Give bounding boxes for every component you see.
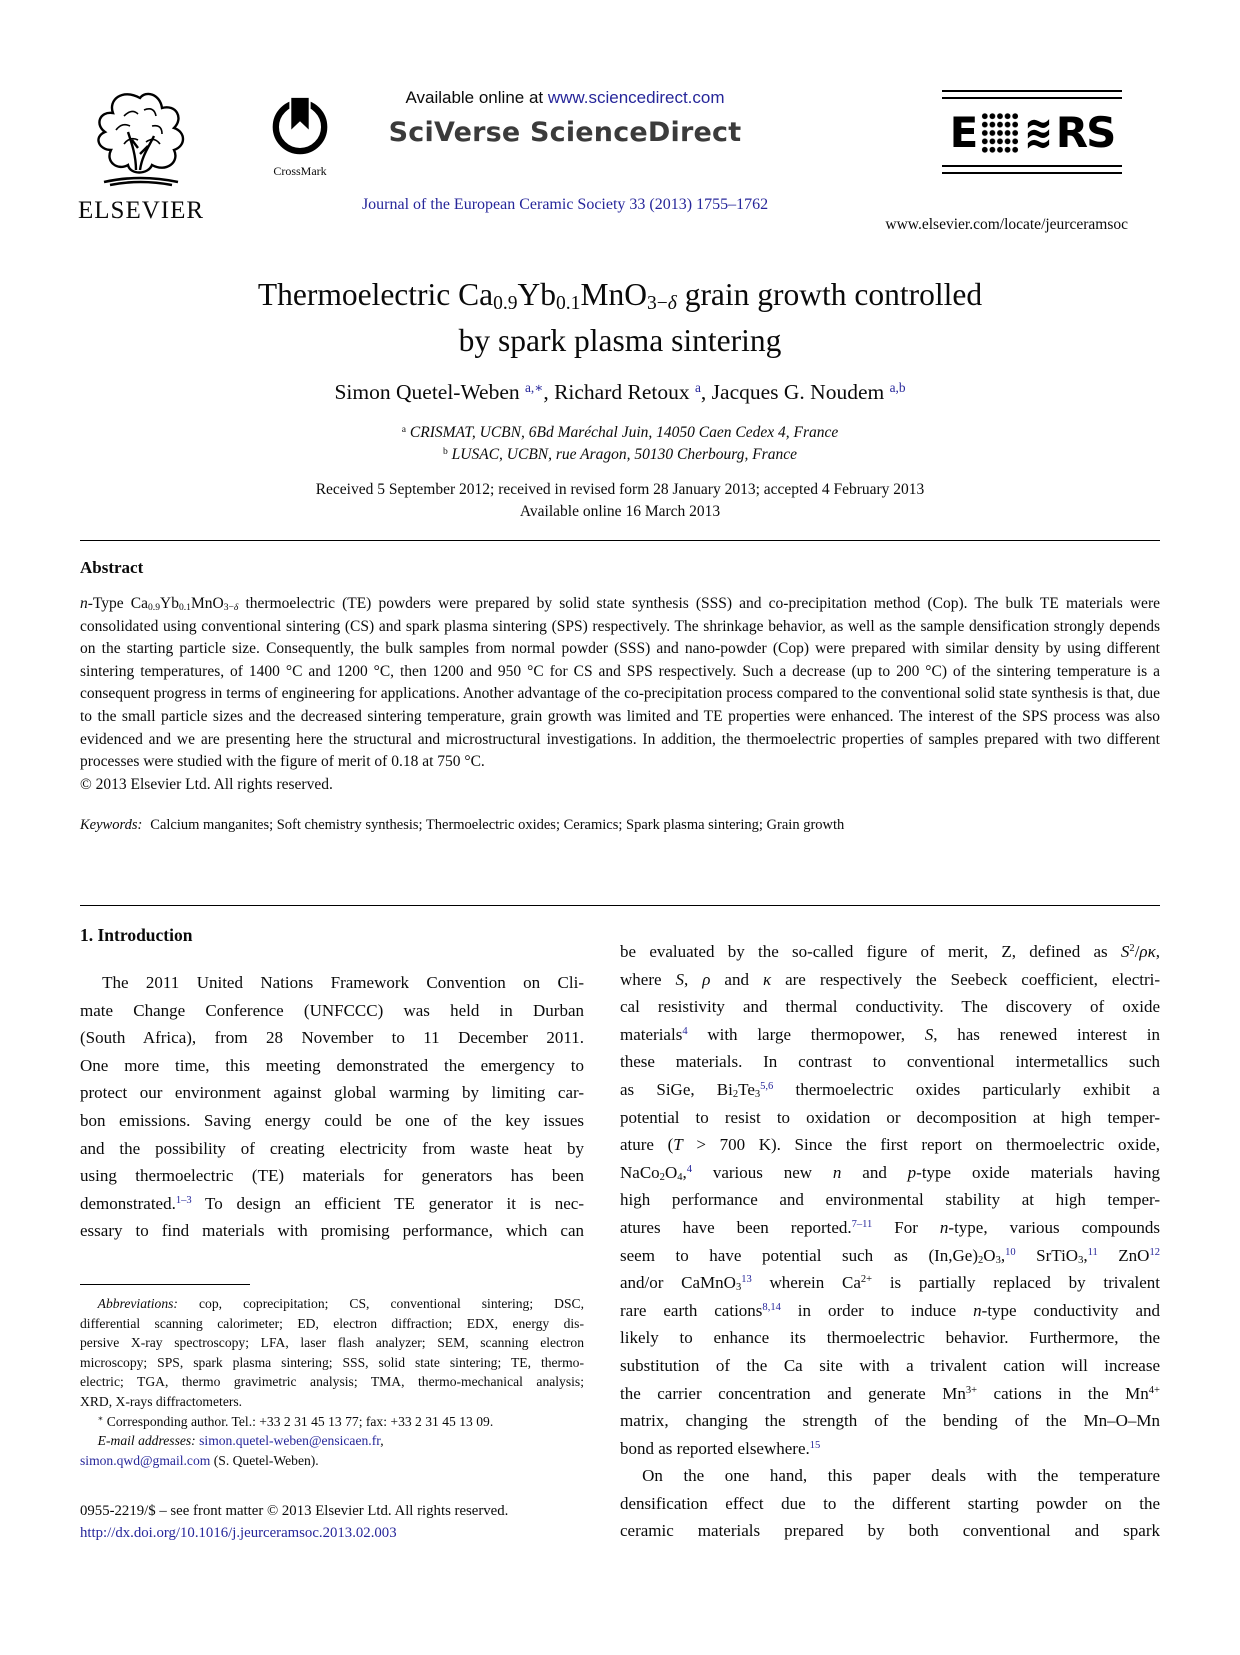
keywords-line — [80, 817, 1160, 834]
ecrs-dot-grid-icon — [981, 112, 1019, 154]
sciencedirect-link[interactable]: www.sciencedirect.com — [547, 88, 725, 107]
reference-superscript[interactable]: 8,14 — [762, 1301, 781, 1313]
text-line: mate Change Conference (UNFCCC) was held in Durban — [80, 1000, 584, 1020]
body-columns — [80, 905, 1160, 1545]
text-line: substitution of the Ca site with a trivalent cation will increase — [620, 1355, 1160, 1375]
ecrs-wordmark — [942, 99, 1122, 165]
text-line: ∗ Corresponding author. Tel.: +33 2 31 45 13 77; fax: +33 2 31 45 13 09. — [97, 1412, 494, 1429]
text-line: E-mail addresses: simon.quetel-weben@ensicaen.fr, — [97, 1433, 384, 1449]
text-line: On the one hand, this paper deals with the temperature — [642, 1466, 1160, 1486]
text-line: using thermoelectric (TE) materials for generators has been — [80, 1166, 584, 1186]
text-line: demonstrated.$^{1-3}$ To design an efficient TE generator it is nec- — [80, 1193, 584, 1213]
ecrs-letter-e: E — [949, 108, 977, 157]
text-line: microscopy; SPS, spark plasma sintering; SSS, solid state sintering; TE, thermo- — [80, 1354, 584, 1370]
affiliation-a: $^a$ CRISMAT, UCBN, 6Bd Maréchal Juin, 14050 Caen Cedex 4, France — [401, 423, 839, 441]
text-line: densification effect due to the different starting powder on the — [620, 1493, 1160, 1513]
affiliations — [80, 422, 1160, 466]
reference-superscript[interactable]: 5,6 — [760, 1081, 774, 1093]
text-line: likely to enhance its thermoelectric behavior. Furthermore, the — [620, 1328, 1160, 1348]
abstract-text: n-Type $Ca_{0.9}Yb_{0.1}MnO_{3-\delta}$ thermoelectric (TE) powders were prepared by solid state synthesis (SSS) and co-precipitation method (Cop). The bulk TE materials were consolidated using conventional sintering (CS) and spark plasma sintering (SPS) respectively. The shrinkage behavior, as well as the sample densification strongly depends on the starting particle size. Consequently, the bulk samples from normal powder (SSS) and nano-powder (Cop) were prepared with similar density by using different sintering temperatures, of 1400 °C and 1200 °C, then 1200 and 950 °C for CS and SPS respectively. Such a decrease (up to 200 °C) of the sintering temperature is a consequent progress in terms of engineering for applications. Another advantage of the co-precipitation process compared to the conventional solid state synthesis is that, due to the small particle sizes and the decreased sintering temperature, grain growth was limited and TE properties were enhanced. The interest of the SPS process was also evidenced and we are presenting here the structural and microstructural investigations. In addition, the thermoelectric properties of samples prepared with two different processes were studied with the figure of merit of 0.18 at 750 °C. — [80, 595, 1160, 771]
text-line: matrix, changing the strength of the bending of the Mn–O–Mn — [620, 1411, 1160, 1431]
ecrs-bottom-rule — [942, 165, 1122, 174]
reference-superscript[interactable]: 1–3 — [175, 1194, 192, 1206]
section-heading-introduction: 1. Introduction — [80, 925, 193, 945]
text-line: persive X-ray spectroscopy; LFA, laser flash analyzer; SEM, scanning electron — [80, 1335, 584, 1351]
reference-superscript[interactable]: a,∗ — [525, 379, 544, 395]
text-line: as SiGe, $Bi_2Te_3^{5,6}$ thermoelectric oxides particularly exhibit a — [620, 1079, 1160, 1101]
text-line: $NaCo_2O_4,^4$ various new n and p-type oxide materials having — [620, 1162, 1160, 1183]
text-line: and the possibility of creating electricity from waste heat by — [80, 1138, 584, 1158]
reference-superscript[interactable]: 13 — [741, 1274, 752, 1286]
keywords-text: Calcium manganites; Soft chemistry synthesis; Thermoelectric oxides; Ceramics; Spark plasma sintering; Grain growth — [150, 817, 845, 834]
hyperlink[interactable]: http://dx.doi.org/10.1016/j.jeurceramsoc.2013.02.003 — [80, 1524, 397, 1541]
abstract-section — [80, 540, 1160, 834]
reference-superscript[interactable]: 12 — [1149, 1246, 1160, 1258]
intro-left-text — [80, 969, 584, 1245]
journal-citation-line: Journal of the European Ceramic Society 33 (2013) 1755–1762 — [361, 196, 769, 213]
text-line: high performance and environmental stability at high temper- — [620, 1190, 1160, 1210]
text-line: potential to resist to oxidation or decomposition at high temper- — [620, 1107, 1160, 1127]
front-matter-footer — [80, 1501, 584, 1544]
reference-superscript[interactable]: 4 — [686, 1163, 692, 1175]
affiliation-b: $^b$ LUSAC, UCBN, rue Aragon, 50130 Cherbourg, France — [443, 445, 797, 463]
crossmark-label: CrossMark — [273, 164, 327, 178]
text-line: and/or CaMnO$_3^{13}$ wherein $Ca^{2+}$ is partially replaced by trivalent — [620, 1273, 1160, 1294]
text-line — [80, 1523, 584, 1545]
authors-line: Simon Quetel-Weben $^{a,∗}$, Richard Retoux $^a$, Jacques G. Noudem $^{a,b}$ — [334, 379, 906, 404]
text-line: where S, ρ and κ are respectively the Seebeck coefficient, electri- — [620, 969, 1161, 989]
text-line: the carrier concentration and generate $Mn^{3+}$ cations in the $Mn^{4+}$ — [620, 1383, 1160, 1403]
article-title-line2: by spark plasma sintering — [458, 323, 782, 358]
text-line: seem to have potential such as $(In,Ge)_2O_3,^{10}$ SrTiO$_3$,$^{11}$ ZnO$^{12}$ — [620, 1245, 1160, 1266]
text-line: The 2011 United Nations Framework Convention on Cli- — [102, 973, 584, 992]
text-line: 0955-2219/$ – see front matter © 2013 Elsevier Ltd. All rights reserved. — [80, 1503, 509, 1520]
text-line: XRD, X-rays diffractometers. — [80, 1393, 243, 1409]
ecrs-letters-rs: RS — [1055, 108, 1115, 157]
text-line: differential scanning calorimeter; ED, electron diffraction; EDX, energy dis- — [80, 1315, 584, 1331]
ecrs-wave-icon: ≋ — [1024, 105, 1053, 160]
text-line: cal resistivity and thermal conductivity. The discovery of oxide — [620, 997, 1160, 1017]
text-line: rare earth cations$^{8,14}$ in order to induce n-type conductivity and — [620, 1300, 1160, 1320]
available-online-date: Available online 16 March 2013 — [519, 502, 721, 520]
reference-superscript[interactable]: 10 — [1005, 1246, 1016, 1258]
footnote-block — [80, 1284, 584, 1470]
text-line: essary to find materials with promising performance, which can — [80, 1221, 584, 1241]
text-line: ature (T > 700 K). Since the first report on thermoelectric oxide, — [620, 1135, 1160, 1155]
sciverse-sciencedirect-wordmark: SciVerse ScienceDirect — [388, 117, 742, 148]
text-line: One more time, this meeting demonstrated the emergency to — [80, 1055, 584, 1075]
keywords-label: Keywords: — [80, 817, 143, 834]
text-line: bond as reported elsewhere.$^{15}$ — [620, 1438, 821, 1458]
intro-right-text — [620, 938, 1160, 1545]
copyright-line: © 2013 Elsevier Ltd. All rights reserved. — [80, 775, 333, 793]
reference-superscript[interactable]: 15 — [809, 1439, 821, 1451]
reference-superscript[interactable]: 7–11 — [851, 1219, 873, 1231]
ecrs-logo — [942, 90, 1122, 174]
reference-superscript[interactable]: a — [694, 379, 701, 395]
text-line: simon.qwd@gmail.com (S. Quetel-Weben). — [80, 1452, 319, 1468]
text-line: ceramic materials prepared by both conventional and spark — [620, 1521, 1160, 1541]
text-line: (South Africa), from 28 November to 11 December 2011. — [80, 1028, 584, 1048]
reference-superscript[interactable]: 11 — [1087, 1246, 1098, 1258]
text-line: materials$^4$ with large thermopower, S, has renewed interest in — [620, 1024, 1160, 1044]
text-line: be evaluated by the so-called figure of merit, Z, defined as $S^2/\rho\kappa$, — [620, 942, 1160, 961]
reference-superscript[interactable]: 4 — [682, 1025, 688, 1037]
elsevier-logo — [78, 86, 205, 225]
header-center — [320, 88, 810, 148]
elsevier-tree-icon — [88, 86, 192, 190]
elsevier-wordmark: ELSEVIER — [78, 197, 205, 224]
left-column — [80, 925, 584, 1545]
text-line: protect our environment against global warming by limiting car- — [80, 1083, 584, 1103]
text-line: bon emissions. Saving energy could be one of the key issues — [80, 1110, 584, 1130]
right-column — [620, 925, 1160, 1545]
available-online-prefix: Available online at — [405, 88, 548, 107]
text-line: electric; TGA, thermo gravimetric analysis; TMA, thermo-mechanical analysis; — [80, 1374, 584, 1390]
ecrs-top-rule — [942, 90, 1122, 99]
reference-superscript[interactable]: a,b — [889, 379, 906, 395]
received-line: Received 5 September 2012; received in revised form 28 January 2013; accepted 4 February 2013 — [315, 481, 925, 498]
text-line: these materials. In contrast to conventional intermetallics such — [620, 1052, 1160, 1072]
available-online-line — [320, 88, 810, 108]
elsevier-locate-url[interactable]: www.elsevier.com/locate/jeurceramsoc — [885, 216, 1128, 233]
abstract-heading: Abstract — [80, 558, 144, 577]
hyperlink[interactable]: simon.qwd@gmail.com — [80, 1452, 211, 1468]
article-title-line1: Thermoelectric $Ca_{0.9}Yb_{0.1}MnO_{3-\delta}$ grain growth controlled — [257, 277, 983, 314]
article-history — [80, 479, 1160, 522]
title-block — [80, 272, 1160, 522]
text-line: Abbreviations: cop, coprecipitation; CS, conventional sintering; DSC, — [97, 1295, 584, 1311]
footnote-text — [80, 1285, 584, 1470]
hyperlink[interactable]: simon.quetel-weben@ensicaen.fr — [199, 1433, 381, 1449]
text-line: atures have been reported.$^{7-11}$ For n-type, various compounds — [620, 1217, 1160, 1237]
